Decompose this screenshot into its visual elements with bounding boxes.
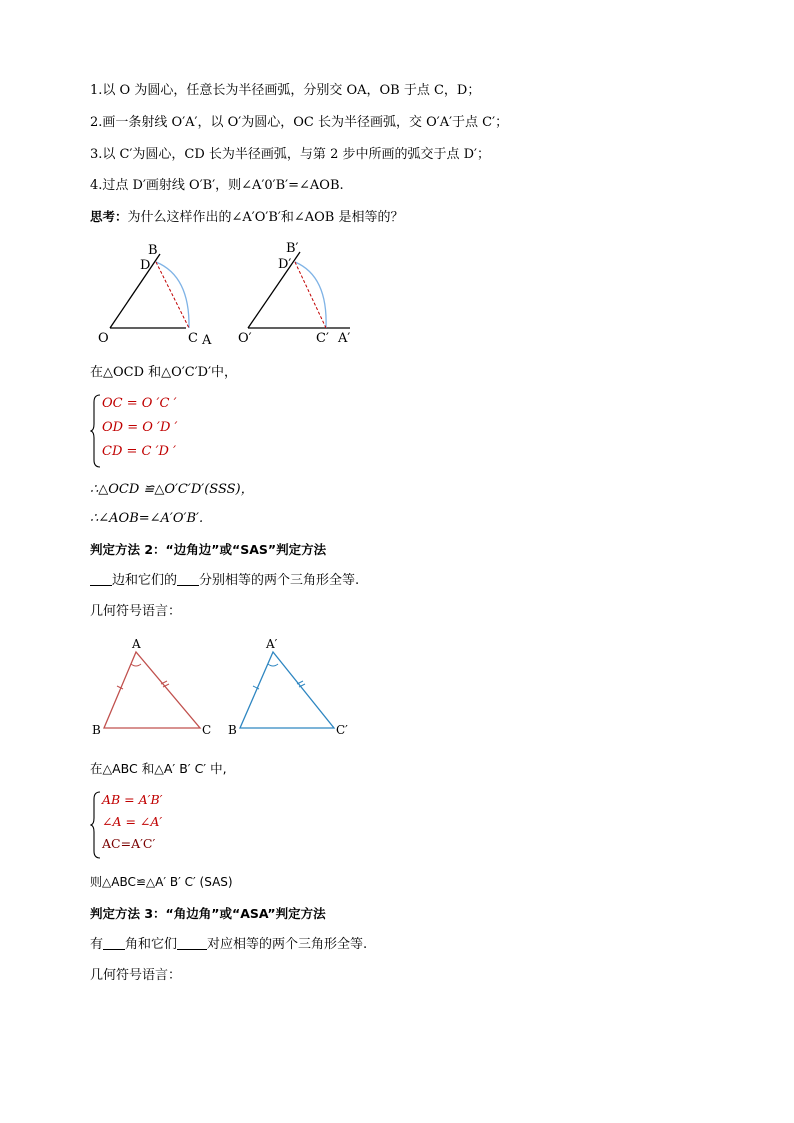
proof1-conclusion-2: ∴∠AOB=∠A′O′B′. (90, 511, 204, 526)
label-b: B (148, 243, 158, 258)
label-c-prime: C′ (316, 331, 329, 346)
left-angle (98, 243, 212, 348)
angle-mark-a-prime (268, 664, 278, 666)
method3-statement: 有 角和它们 对应相等的两个三角形全等. (90, 937, 368, 952)
label-c-prime: C′ (336, 723, 348, 737)
blank[interactable] (177, 572, 199, 586)
blank[interactable] (90, 572, 112, 586)
blank[interactable] (103, 936, 125, 950)
step-2: 2.画一条射线 O′A′，以 O′为圆心，OC 长为半径画弧，交 O′A′于点 C′； (90, 115, 509, 130)
step-4: 4.过点 D′画射线 O′B′，则∠A′0′B′=∠AOB. (90, 178, 344, 193)
left-brace (90, 791, 102, 859)
dashed-segment-cd (156, 262, 189, 328)
proof1-cond-3: CD = C ′D ′ (102, 444, 177, 459)
label-b-prime: B (228, 723, 237, 737)
proof1-cond-2: OD = O ′D ′ (102, 420, 178, 435)
method3-title: 判定方法 3：“角边角”或“ASA”判定方法 (90, 906, 326, 921)
label-c: C (188, 331, 198, 346)
triangle-abc (92, 637, 211, 737)
label-a-prime: A′ (338, 331, 351, 346)
proof2-cond-3: AC=A′C′ (102, 836, 156, 851)
label-a: A (202, 333, 212, 348)
method2-statement: 边和它们的 分别相等的两个三角形全等. (90, 572, 359, 590)
angle-construction-figure (90, 236, 380, 352)
proof2-intro: 在△ABC 和△A′ B′ C′ 中, (90, 761, 227, 776)
step-1: 1.以 O 为圆心，任意长为半径画弧，分别交 OA，OB 于点 C，D； (90, 83, 481, 98)
think-text: 为什么这样作出的∠A′O′B′和∠AOB 是相等的？ (127, 210, 404, 225)
label-d: D (140, 258, 151, 273)
left-brace (90, 394, 102, 468)
right-angle (238, 241, 350, 346)
label-a-prime: A′ (266, 637, 278, 651)
blank[interactable] (177, 936, 207, 950)
label-b-prime: B′ (286, 241, 299, 256)
proof1-cond-1: OC = O ′C ′ (102, 396, 177, 411)
proof1-conclusion-1: ∴△OCD ≌△O′C′D′(SSS)， (90, 482, 254, 497)
think-question (90, 208, 404, 227)
label-d-prime: D′ (278, 257, 292, 272)
think-label: 思考： (90, 209, 128, 224)
method2-lang: 几何符号语言： (90, 604, 182, 619)
method3-lang: 几何符号语言： (90, 968, 182, 983)
method2-title: 判定方法 2：“边角边”或“SAS”判定方法 (90, 542, 327, 557)
proof1-intro: 在△OCD 和△O′C′D′中， (90, 365, 238, 380)
angle-mark-a (131, 664, 141, 666)
label-o-prime: O′ (238, 331, 252, 346)
triangle-abc-prime (228, 637, 348, 737)
label-a: A (132, 637, 141, 651)
triangles-sas-figure (90, 634, 370, 744)
label-o: O (98, 331, 109, 346)
proof2-cond-2: ∠A = ∠A′ (102, 814, 163, 829)
label-c: C (202, 723, 212, 737)
proof2-conclusion: 则△ABC≌△A′ B′ C′ (SAS) (90, 875, 233, 889)
step-3: 3.以 C′为圆心，CD 长为半径画弧，与第 2 步中所画的弧交于点 D′； (90, 147, 490, 162)
label-b: B (92, 723, 101, 737)
proof2-cond-1: AB = A′B′ (102, 792, 163, 807)
